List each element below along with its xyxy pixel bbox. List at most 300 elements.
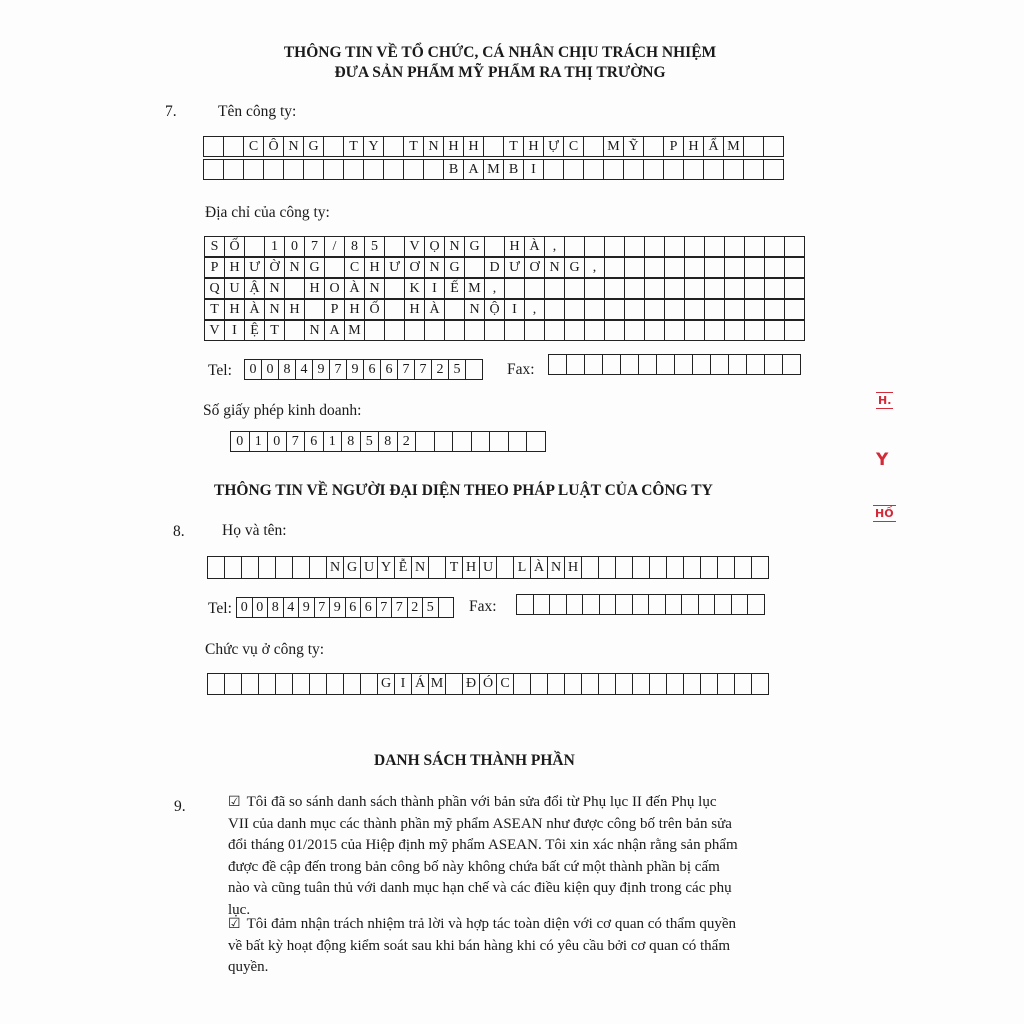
char-box [633,557,650,579]
char-box [744,160,764,180]
char-box: 1 [250,432,269,452]
company-fax-grid [548,354,801,375]
char-box: N [285,258,305,278]
char-box: 7 [287,432,306,452]
char-box: U [480,557,497,579]
company-tel-label: Tel: [208,362,232,379]
representative-name-label: Họ và tên: [222,522,287,539]
char-box: M [345,321,365,341]
char-box [765,237,785,257]
char-box [548,674,565,695]
char-box [603,355,621,375]
char-box: , [545,237,565,257]
char-box [585,300,605,320]
char-box: I [395,674,412,695]
char-box: 7 [377,598,393,618]
char-box [745,258,765,278]
char-box [725,321,745,341]
representative-name-grid [207,556,769,579]
char-box: N [265,279,285,299]
char-box: I [505,300,525,320]
char-box: / [325,237,345,257]
company-fax-label: Fax: [507,361,535,378]
char-box [361,674,378,695]
char-box: T [265,321,285,341]
char-box [585,279,605,299]
char-box: L [514,557,531,579]
char-box [545,300,565,320]
char-box: , [525,300,545,320]
char-box [605,300,625,320]
char-box [685,321,705,341]
char-box: 0 [231,432,250,452]
char-box: N [545,258,565,278]
char-box: K [405,279,425,299]
char-box [616,674,633,695]
char-box: 2 [408,598,424,618]
char-box [385,300,405,320]
char-box [405,321,425,341]
char-box: B [444,160,464,180]
char-box [385,279,405,299]
char-box [685,300,705,320]
char-box [633,674,650,695]
char-box [435,432,454,452]
char-box: , [585,258,605,278]
char-box: Ộ [485,300,505,320]
char-box [344,674,361,695]
char-box [765,321,785,341]
char-box [545,279,565,299]
char-box [639,355,657,375]
char-box [644,137,664,157]
char-box: G [344,557,361,579]
char-box [666,595,683,615]
stamp-fragment: Y [876,450,889,470]
item-number-9: 9. [174,798,186,815]
char-box: 0 [237,598,253,618]
char-box [304,160,324,180]
char-box: H [285,300,305,320]
char-box [649,595,666,615]
char-box [446,674,463,695]
char-box: À [531,557,548,579]
char-box: 5 [361,432,380,452]
char-box: 6 [381,360,398,380]
representative-tel-label: Tel: [208,600,232,617]
char-box [285,321,305,341]
char-box [624,160,644,180]
char-box: T [404,137,424,157]
company-address-grid-row2 [204,257,805,278]
char-box: Ẩ [704,137,724,157]
char-box [276,557,293,579]
char-box [385,237,405,257]
char-box: G [304,137,324,157]
char-box: 6 [361,598,377,618]
char-box: Q [205,279,225,299]
char-box [650,557,667,579]
char-box [701,674,718,695]
char-box [665,321,685,341]
char-box [565,300,585,320]
char-box [310,557,327,579]
char-box: 7 [398,360,415,380]
char-box [625,258,645,278]
char-box: H [305,279,325,299]
char-box: Ệ [245,321,265,341]
char-box [472,432,491,452]
char-box [625,237,645,257]
char-box: 4 [296,360,313,380]
char-box: 6 [346,598,362,618]
char-box [384,160,404,180]
char-box [404,160,424,180]
char-box: H [225,300,245,320]
stamp-fragment: HỐ [875,507,894,520]
char-box [565,237,585,257]
char-box: 7 [315,598,331,618]
char-box: 9 [299,598,315,618]
char-box: 9 [313,360,330,380]
char-box [745,321,765,341]
char-box: 7 [330,360,347,380]
char-box: N [327,557,344,579]
company-name-label: Tên công ty: [218,103,297,120]
char-box: À [425,300,445,320]
char-box [285,279,305,299]
char-box: Y [364,137,384,157]
char-box [645,300,665,320]
char-box [665,258,685,278]
char-box [567,595,584,615]
char-box: 4 [284,598,300,618]
char-box [785,237,805,257]
char-box: H [524,137,544,157]
char-box [725,300,745,320]
char-box [445,321,465,341]
char-box [605,258,625,278]
char-box: C [244,137,264,157]
char-box: 9 [330,598,346,618]
char-box: N [365,279,385,299]
char-box: I [425,279,445,299]
char-box [584,137,604,157]
char-box [664,160,684,180]
char-box [531,674,548,695]
company-address-grid-row1 [204,236,805,257]
char-box [764,137,784,157]
char-box [324,160,344,180]
char-box: T [205,300,225,320]
para1-line: VII của danh mục các thành phần mỹ phẩm ASEAN như được công bố trên bản sửa [228,815,732,832]
declaration-paragraph-1 [228,792,828,921]
char-box [585,355,603,375]
char-box [699,595,716,615]
char-box [745,237,765,257]
char-box [752,557,769,579]
char-box [453,432,472,452]
char-box [765,355,783,375]
char-box: T [446,557,463,579]
char-box [667,557,684,579]
char-box: G [465,237,485,257]
char-box [605,321,625,341]
char-box [284,160,304,180]
char-box: V [205,321,225,341]
char-box [785,279,805,299]
char-box [509,432,528,452]
char-box: 1 [324,432,343,452]
char-box: Ơ [525,258,545,278]
char-box: Ễ [395,557,412,579]
char-box [242,674,259,695]
char-box [725,237,745,257]
char-box [621,355,639,375]
char-box: 0 [253,598,269,618]
char-box [705,300,725,320]
char-box: N [424,137,444,157]
representative-section-title: THÔNG TIN VỀ NGƯỜI ĐẠI DIỆN THEO PHÁP LUẬT CỦA CÔNG TY [214,482,713,499]
char-box: 0 [285,237,305,257]
char-box: N [465,300,485,320]
char-box: Á [412,674,429,695]
char-box [745,300,765,320]
char-box [534,595,551,615]
char-box: N [445,237,465,257]
char-box: 8 [268,598,284,618]
char-box [604,160,624,180]
char-box [224,137,244,157]
char-box: T [504,137,524,157]
char-box [585,321,605,341]
char-box [605,237,625,257]
char-box: H [463,557,480,579]
char-box [744,137,764,157]
char-box [675,355,693,375]
char-box [735,674,752,695]
char-box [645,279,665,299]
char-box: A [464,160,484,180]
char-box [684,674,701,695]
char-box [517,595,534,615]
char-box [605,279,625,299]
char-box [527,432,546,452]
char-box [685,258,705,278]
char-box: H [684,137,704,157]
char-box [310,674,327,695]
representative-fax-label: Fax: [469,598,497,615]
char-box [305,300,325,320]
char-box [785,258,805,278]
char-box [429,557,446,579]
char-box: V [405,237,425,257]
char-box: G [445,258,465,278]
char-box [565,674,582,695]
char-box [293,557,310,579]
char-box [324,137,344,157]
char-box: 1 [265,237,285,257]
business-license-grid [230,431,546,452]
char-box: N [425,258,445,278]
char-box [732,595,749,615]
char-box [765,300,785,320]
char-box: Ỹ [624,137,644,157]
char-box [564,160,584,180]
char-box [616,557,633,579]
char-box: 7 [415,360,432,380]
char-box [705,258,725,278]
char-box: M [724,137,744,157]
para1-line: đổi tháng 01/2015 của Hiệp định mỹ phẩm ASEAN. Tôi xin xác nhận rằng sản phẩm [228,837,738,853]
char-box [704,160,724,180]
char-box [525,279,545,299]
char-box [208,674,225,695]
char-box: H [505,237,525,257]
char-box [705,279,725,299]
char-box: 7 [392,598,408,618]
char-box [585,237,605,257]
char-box [549,355,567,375]
char-box [208,557,225,579]
char-box: Ờ [265,258,285,278]
char-box [684,160,704,180]
char-box [715,595,732,615]
char-box [724,160,744,180]
char-box [657,355,675,375]
char-box [485,237,505,257]
char-box [625,300,645,320]
char-box [259,557,276,579]
para2-line: quyền. [228,959,269,975]
char-box: 8 [342,432,361,452]
char-box [244,160,264,180]
char-box [344,160,364,180]
char-box [567,355,585,375]
char-box: Ư [385,258,405,278]
char-box: 8 [279,360,296,380]
char-box: 0 [268,432,287,452]
char-box [225,557,242,579]
char-box [645,321,665,341]
representative-tel-grid [236,597,454,618]
char-box [785,321,805,341]
page-title-line1: THÔNG TIN VỀ TỔ CHỨC, CÁ NHÂN CHỊU TRÁCH NHIỆM [283,44,717,61]
char-box: Ư [245,258,265,278]
char-box [505,279,525,299]
char-box [416,432,435,452]
char-box [525,321,545,341]
char-box: O [325,279,345,299]
char-box: Ự [544,137,564,157]
char-box: 2 [398,432,417,452]
para1-line: Tôi đã so sánh danh sách thành phần với bản sửa đổi từ Phụ lục II đến Phụ lục [246,794,717,810]
char-box [783,355,801,375]
char-box [484,137,504,157]
char-box: 5 [365,237,385,257]
char-box [224,160,244,180]
char-box: 7 [305,237,325,257]
position-grid [207,673,769,695]
char-box: N [265,300,285,320]
char-box [667,674,684,695]
char-box [497,557,514,579]
char-box: G [378,674,395,695]
char-box: 2 [432,360,449,380]
char-box: 6 [364,360,381,380]
char-box [729,355,747,375]
char-box [204,137,224,157]
char-box [550,595,567,615]
char-box [385,321,405,341]
char-box [616,595,633,615]
char-box: D [485,258,505,278]
char-box [245,237,265,257]
char-box [204,160,224,180]
char-box: 9 [347,360,364,380]
char-box: 6 [305,432,324,452]
company-address-grid-row5 [204,320,805,341]
char-box: I [524,160,544,180]
char-box: À [525,237,545,257]
char-box [384,137,404,157]
char-box [650,674,667,695]
char-box [242,557,259,579]
char-box [765,279,785,299]
char-box [424,160,444,180]
char-box: I [225,321,245,341]
char-box [711,355,729,375]
char-box [264,160,284,180]
company-address-grid-row3 [204,278,805,299]
para2-line: Tôi đảm nhận trách nhiệm trả lời và hợp tác toàn diện với cơ quan có thẩm quyền [246,916,737,932]
char-box [327,674,344,695]
char-box: Đ [463,674,480,695]
char-box [785,300,805,320]
char-box: S [205,237,225,257]
char-box [545,321,565,341]
char-box [705,321,725,341]
char-box [565,321,585,341]
declaration-paragraph-2 [228,914,828,979]
char-box [439,598,455,618]
char-box: P [325,300,345,320]
char-box [544,160,564,180]
char-box [505,321,525,341]
char-box [599,674,616,695]
company-address-label: Địa chỉ của công ty: [205,204,330,221]
char-box [645,237,665,257]
char-box: H [365,258,385,278]
char-box [644,160,664,180]
char-box [364,160,384,180]
para1-line: nào và cũng tuân thủ với danh mục hạn chế và các điều kiện quy định trong các phụ [228,880,732,896]
char-box: C [345,258,365,278]
char-box: Ố [225,237,245,257]
char-box [225,674,242,695]
char-box [685,237,705,257]
char-box [701,557,718,579]
char-box: Ậ [245,279,265,299]
company-address-grid-row4 [204,299,805,320]
ingredients-section-title: DANH SÁCH THÀNH PHẦN [374,752,575,769]
char-box: U [361,557,378,579]
char-box: Ó [480,674,497,695]
char-box: Y [378,557,395,579]
char-box: H [225,258,245,278]
char-box [259,674,276,695]
char-box: U [225,279,245,299]
